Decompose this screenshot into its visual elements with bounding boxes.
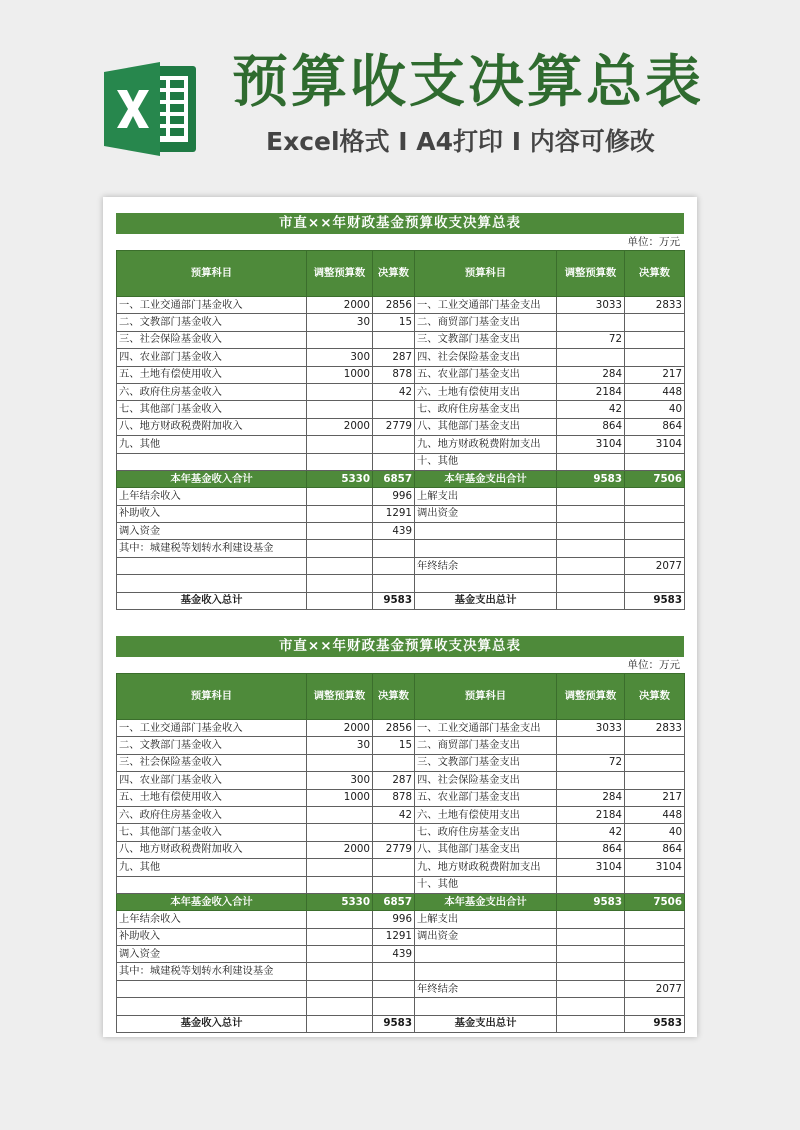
budget-table <box>116 673 685 1033</box>
item-label-cell: 七、其他部门基金收入 <box>117 824 307 841</box>
amount-cell: 40 <box>625 824 685 841</box>
amount-cell: 2077 <box>625 557 685 574</box>
table-row <box>117 876 685 893</box>
table-row <box>117 383 685 400</box>
amount-cell: 15 <box>373 737 415 754</box>
amount-cell: 439 <box>373 523 415 540</box>
amount-cell: 3104 <box>625 436 685 453</box>
amount-cell: 287 <box>373 349 415 366</box>
amount-cell <box>307 998 373 1015</box>
amount-cell: 9583 <box>373 1015 415 1032</box>
amount-cell: 1000 <box>307 789 373 806</box>
item-label-cell: 五、土地有偿使用收入 <box>117 789 307 806</box>
page-subtitle: Excel格式 I A4打印 I 内容可修改 <box>266 127 655 156</box>
item-label-cell: 九、其他 <box>117 436 307 453</box>
item-label-cell: 十、其他 <box>415 453 557 470</box>
amount-cell <box>625 523 685 540</box>
amount-cell <box>307 1015 373 1032</box>
amount-cell: 996 <box>373 911 415 928</box>
amount-cell <box>373 540 415 557</box>
item-label-cell: 九、地方财政税费附加支出 <box>415 436 557 453</box>
amount-cell: 15 <box>373 314 415 331</box>
amount-cell: 300 <box>307 772 373 789</box>
amount-cell: 448 <box>625 806 685 823</box>
item-label-cell <box>415 575 557 592</box>
item-label-cell: 年终结余 <box>415 557 557 574</box>
amount-cell <box>307 911 373 928</box>
item-label-cell: 一、工业交通部门基金支出 <box>415 297 557 314</box>
amount-cell <box>557 505 625 522</box>
amount-cell: 2077 <box>625 980 685 997</box>
header-row <box>117 674 685 720</box>
excel-logo-icon <box>104 60 200 158</box>
amount-cell <box>373 859 415 876</box>
item-label-cell: 五、农业部门基金支出 <box>415 366 557 383</box>
total-row <box>117 1015 685 1032</box>
amount-cell: 1000 <box>307 366 373 383</box>
amount-cell <box>307 575 373 592</box>
item-label-cell <box>117 876 307 893</box>
amount-cell <box>625 488 685 505</box>
table-row <box>117 737 685 754</box>
table-row <box>117 575 685 592</box>
amount-cell: 864 <box>625 418 685 435</box>
item-label-cell: 四、农业部门基金收入 <box>117 349 307 366</box>
amount-cell: 5330 <box>307 893 373 910</box>
amount-cell <box>307 331 373 348</box>
item-label-cell: 补助收入 <box>117 928 307 945</box>
amount-cell <box>307 488 373 505</box>
amount-cell <box>307 523 373 540</box>
page-title: 预算收支决算总表 <box>232 50 704 115</box>
amount-cell: 2184 <box>557 383 625 400</box>
amount-cell <box>557 314 625 331</box>
amount-cell <box>307 401 373 418</box>
item-label-cell: 调入资金 <box>117 946 307 963</box>
amount-cell: 2856 <box>373 720 415 737</box>
amount-cell: 72 <box>557 754 625 771</box>
amount-cell <box>307 876 373 893</box>
amount-cell: 9583 <box>625 1015 685 1032</box>
amount-cell: 3104 <box>557 859 625 876</box>
amount-cell <box>373 331 415 348</box>
amount-cell: 2184 <box>557 806 625 823</box>
item-label-cell: 调入资金 <box>117 523 307 540</box>
amount-cell <box>625 505 685 522</box>
item-label-cell: 八、地方财政税费附加收入 <box>117 841 307 858</box>
table-row <box>117 998 685 1015</box>
item-label-cell: 其中：城建税等划转水利建设基金 <box>117 963 307 980</box>
sheet-title: 市直××年财政基金预算收支决算总表 <box>116 636 684 657</box>
amount-cell: 878 <box>373 789 415 806</box>
amount-cell: 7506 <box>625 470 685 487</box>
table-row <box>117 754 685 771</box>
amount-cell <box>625 453 685 470</box>
amount-cell <box>557 928 625 945</box>
table-row <box>117 557 685 574</box>
column-header: 预算科目 <box>117 674 307 720</box>
item-label-cell: 八、地方财政税费附加收入 <box>117 418 307 435</box>
item-label-cell: 六、土地有偿使用支出 <box>415 383 557 400</box>
subtotal-row <box>117 470 685 487</box>
amount-cell: 284 <box>557 789 625 806</box>
amount-cell: 217 <box>625 789 685 806</box>
table-row <box>117 297 685 314</box>
amount-cell <box>373 557 415 574</box>
amount-cell <box>307 806 373 823</box>
amount-cell: 1291 <box>373 505 415 522</box>
amount-cell: 864 <box>625 841 685 858</box>
amount-cell: 864 <box>557 418 625 435</box>
amount-cell: 1291 <box>373 928 415 945</box>
item-label-cell <box>117 453 307 470</box>
amount-cell <box>557 1015 625 1032</box>
amount-cell <box>373 754 415 771</box>
budget-sheet <box>116 636 684 1033</box>
amount-cell <box>373 436 415 453</box>
amount-cell: 42 <box>557 401 625 418</box>
amount-cell <box>625 963 685 980</box>
amount-cell: 42 <box>373 383 415 400</box>
amount-cell <box>557 453 625 470</box>
item-label-cell: 五、农业部门基金支出 <box>415 789 557 806</box>
item-label-cell: 六、政府住房基金收入 <box>117 383 307 400</box>
table-row <box>117 540 685 557</box>
column-header: 决算数 <box>373 251 415 297</box>
budget-sheet <box>116 213 684 610</box>
item-label-cell <box>415 540 557 557</box>
item-label-cell: 十、其他 <box>415 876 557 893</box>
header-row <box>117 251 685 297</box>
amount-cell <box>373 980 415 997</box>
amount-cell: 2000 <box>307 841 373 858</box>
item-label-cell <box>117 557 307 574</box>
item-label-cell <box>117 575 307 592</box>
table-row <box>117 331 685 348</box>
table-row <box>117 911 685 928</box>
amount-cell <box>625 314 685 331</box>
amount-cell <box>307 453 373 470</box>
item-label-cell: 四、社会保险基金支出 <box>415 772 557 789</box>
item-label-cell <box>415 523 557 540</box>
amount-cell: 2779 <box>373 841 415 858</box>
amount-cell <box>373 824 415 841</box>
unit-label: 单位：万元 <box>627 659 680 671</box>
table-row <box>117 488 685 505</box>
amount-cell: 9583 <box>557 470 625 487</box>
table-row <box>117 841 685 858</box>
amount-cell <box>557 998 625 1015</box>
column-header: 决算数 <box>625 251 685 297</box>
amount-cell <box>625 772 685 789</box>
table-row <box>117 859 685 876</box>
total-row <box>117 592 685 609</box>
column-header: 预算科目 <box>117 251 307 297</box>
amount-cell <box>307 505 373 522</box>
amount-cell <box>307 980 373 997</box>
item-label-cell: 四、农业部门基金收入 <box>117 772 307 789</box>
amount-cell <box>307 946 373 963</box>
table-row <box>117 928 685 945</box>
amount-cell: 42 <box>557 824 625 841</box>
item-label-cell: 七、政府住房基金支出 <box>415 401 557 418</box>
amount-cell: 3104 <box>625 859 685 876</box>
amount-cell <box>625 876 685 893</box>
item-label-cell: 基金支出总计 <box>415 592 557 609</box>
amount-cell: 9583 <box>373 592 415 609</box>
amount-cell: 448 <box>625 383 685 400</box>
amount-cell <box>557 737 625 754</box>
amount-cell <box>625 575 685 592</box>
amount-cell <box>373 453 415 470</box>
item-label-cell: 五、土地有偿使用收入 <box>117 366 307 383</box>
table-row <box>117 806 685 823</box>
item-label-cell: 基金支出总计 <box>415 1015 557 1032</box>
unit-label: 单位：万元 <box>627 236 680 248</box>
item-label-cell: 九、地方财政税费附加支出 <box>415 859 557 876</box>
amount-cell: 3033 <box>557 720 625 737</box>
subtotal-row <box>117 893 685 910</box>
amount-cell: 72 <box>557 331 625 348</box>
item-label-cell: 本年基金支出合计 <box>415 470 557 487</box>
table-row <box>117 772 685 789</box>
amount-cell: 6857 <box>373 893 415 910</box>
amount-cell: 287 <box>373 772 415 789</box>
amount-cell: 30 <box>307 314 373 331</box>
amount-cell <box>307 859 373 876</box>
item-label-cell: 六、政府住房基金收入 <box>117 806 307 823</box>
amount-cell <box>625 946 685 963</box>
item-label-cell: 其中：城建税等划转水利建设基金 <box>117 540 307 557</box>
item-label-cell: 二、商贸部门基金支出 <box>415 314 557 331</box>
item-label-cell: 三、文教部门基金支出 <box>415 754 557 771</box>
item-label-cell <box>415 998 557 1015</box>
item-label-cell: 八、其他部门基金支出 <box>415 418 557 435</box>
amount-cell <box>557 540 625 557</box>
item-label-cell: 一、工业交通部门基金支出 <box>415 720 557 737</box>
table-row <box>117 505 685 522</box>
column-header: 调整预算数 <box>307 674 373 720</box>
amount-cell: 9583 <box>557 893 625 910</box>
item-label-cell: 年终结余 <box>415 980 557 997</box>
item-label-cell: 本年基金支出合计 <box>415 893 557 910</box>
table-row <box>117 523 685 540</box>
amount-cell: 3033 <box>557 297 625 314</box>
amount-cell <box>625 331 685 348</box>
amount-cell <box>307 436 373 453</box>
amount-cell: 439 <box>373 946 415 963</box>
amount-cell <box>557 557 625 574</box>
amount-cell: 40 <box>625 401 685 418</box>
amount-cell: 2833 <box>625 720 685 737</box>
item-label-cell: 一、工业交通部门基金收入 <box>117 297 307 314</box>
amount-cell <box>307 592 373 609</box>
item-label-cell: 三、文教部门基金支出 <box>415 331 557 348</box>
amount-cell: 30 <box>307 737 373 754</box>
item-label-cell <box>117 980 307 997</box>
column-header: 决算数 <box>373 674 415 720</box>
column-header: 预算科目 <box>415 251 557 297</box>
amount-cell <box>557 876 625 893</box>
item-label-cell: 本年基金收入合计 <box>117 470 307 487</box>
amount-cell <box>625 998 685 1015</box>
amount-cell: 284 <box>557 366 625 383</box>
page-header <box>0 0 800 190</box>
amount-cell <box>557 980 625 997</box>
table-row <box>117 366 685 383</box>
amount-cell: 9583 <box>625 592 685 609</box>
item-label-cell <box>415 946 557 963</box>
amount-cell <box>373 876 415 893</box>
item-label-cell: 二、文教部门基金收入 <box>117 314 307 331</box>
amount-cell <box>557 488 625 505</box>
amount-cell <box>625 349 685 366</box>
table-row <box>117 946 685 963</box>
amount-cell: 5330 <box>307 470 373 487</box>
item-label-cell: 二、文教部门基金收入 <box>117 737 307 754</box>
amount-cell <box>557 911 625 928</box>
amount-cell: 878 <box>373 366 415 383</box>
budget-table <box>116 250 685 610</box>
amount-cell <box>557 946 625 963</box>
amount-cell: 2000 <box>307 297 373 314</box>
item-label-cell: 三、社会保险基金收入 <box>117 754 307 771</box>
amount-cell <box>307 824 373 841</box>
column-header: 调整预算数 <box>557 251 625 297</box>
amount-cell <box>625 540 685 557</box>
item-label-cell: 本年基金收入合计 <box>117 893 307 910</box>
item-label-cell: 四、社会保险基金支出 <box>415 349 557 366</box>
amount-cell <box>557 772 625 789</box>
amount-cell <box>373 575 415 592</box>
item-label-cell: 八、其他部门基金支出 <box>415 841 557 858</box>
item-label-cell <box>415 963 557 980</box>
amount-cell: 996 <box>373 488 415 505</box>
column-header: 决算数 <box>625 674 685 720</box>
column-header: 调整预算数 <box>557 674 625 720</box>
amount-cell: 6857 <box>373 470 415 487</box>
table-row <box>117 720 685 737</box>
amount-cell: 2856 <box>373 297 415 314</box>
amount-cell: 217 <box>625 366 685 383</box>
amount-cell <box>557 592 625 609</box>
table-row <box>117 436 685 453</box>
item-label-cell: 上年结余收入 <box>117 488 307 505</box>
table-row <box>117 314 685 331</box>
item-label-cell: 七、其他部门基金收入 <box>117 401 307 418</box>
amount-cell: 300 <box>307 349 373 366</box>
column-header: 调整预算数 <box>307 251 373 297</box>
amount-cell <box>307 557 373 574</box>
item-label-cell: 一、工业交通部门基金收入 <box>117 720 307 737</box>
table-row <box>117 401 685 418</box>
amount-cell <box>557 575 625 592</box>
item-label-cell: 调出资金 <box>415 505 557 522</box>
table-row <box>117 453 685 470</box>
item-label-cell: 基金收入总计 <box>117 1015 307 1032</box>
item-label-cell: 上解支出 <box>415 488 557 505</box>
amount-cell <box>625 911 685 928</box>
amount-cell <box>307 540 373 557</box>
table-row <box>117 789 685 806</box>
amount-cell: 3104 <box>557 436 625 453</box>
amount-cell: 864 <box>557 841 625 858</box>
item-label-cell: 补助收入 <box>117 505 307 522</box>
table-row <box>117 418 685 435</box>
amount-cell: 42 <box>373 806 415 823</box>
table-row <box>117 824 685 841</box>
amount-cell <box>373 998 415 1015</box>
amount-cell <box>373 401 415 418</box>
amount-cell: 7506 <box>625 893 685 910</box>
amount-cell: 2833 <box>625 297 685 314</box>
item-label-cell: 二、商贸部门基金支出 <box>415 737 557 754</box>
item-label-cell: 六、土地有偿使用支出 <box>415 806 557 823</box>
amount-cell <box>625 754 685 771</box>
item-label-cell <box>117 998 307 1015</box>
amount-cell <box>625 928 685 945</box>
amount-cell <box>307 383 373 400</box>
item-label-cell: 九、其他 <box>117 859 307 876</box>
amount-cell <box>557 963 625 980</box>
sheet-title: 市直××年财政基金预算收支决算总表 <box>116 213 684 234</box>
amount-cell: 2000 <box>307 720 373 737</box>
column-header: 预算科目 <box>415 674 557 720</box>
item-label-cell: 基金收入总计 <box>117 592 307 609</box>
amount-cell <box>557 523 625 540</box>
amount-cell <box>307 754 373 771</box>
amount-cell: 2779 <box>373 418 415 435</box>
amount-cell <box>625 737 685 754</box>
item-label-cell: 调出资金 <box>415 928 557 945</box>
item-label-cell: 上年结余收入 <box>117 911 307 928</box>
item-label-cell: 上解支出 <box>415 911 557 928</box>
table-row <box>117 349 685 366</box>
amount-cell: 2000 <box>307 418 373 435</box>
table-row <box>117 980 685 997</box>
amount-cell <box>373 963 415 980</box>
amount-cell <box>307 928 373 945</box>
amount-cell <box>557 349 625 366</box>
table-row <box>117 963 685 980</box>
item-label-cell: 三、社会保险基金收入 <box>117 331 307 348</box>
amount-cell <box>307 963 373 980</box>
item-label-cell: 七、政府住房基金支出 <box>415 824 557 841</box>
